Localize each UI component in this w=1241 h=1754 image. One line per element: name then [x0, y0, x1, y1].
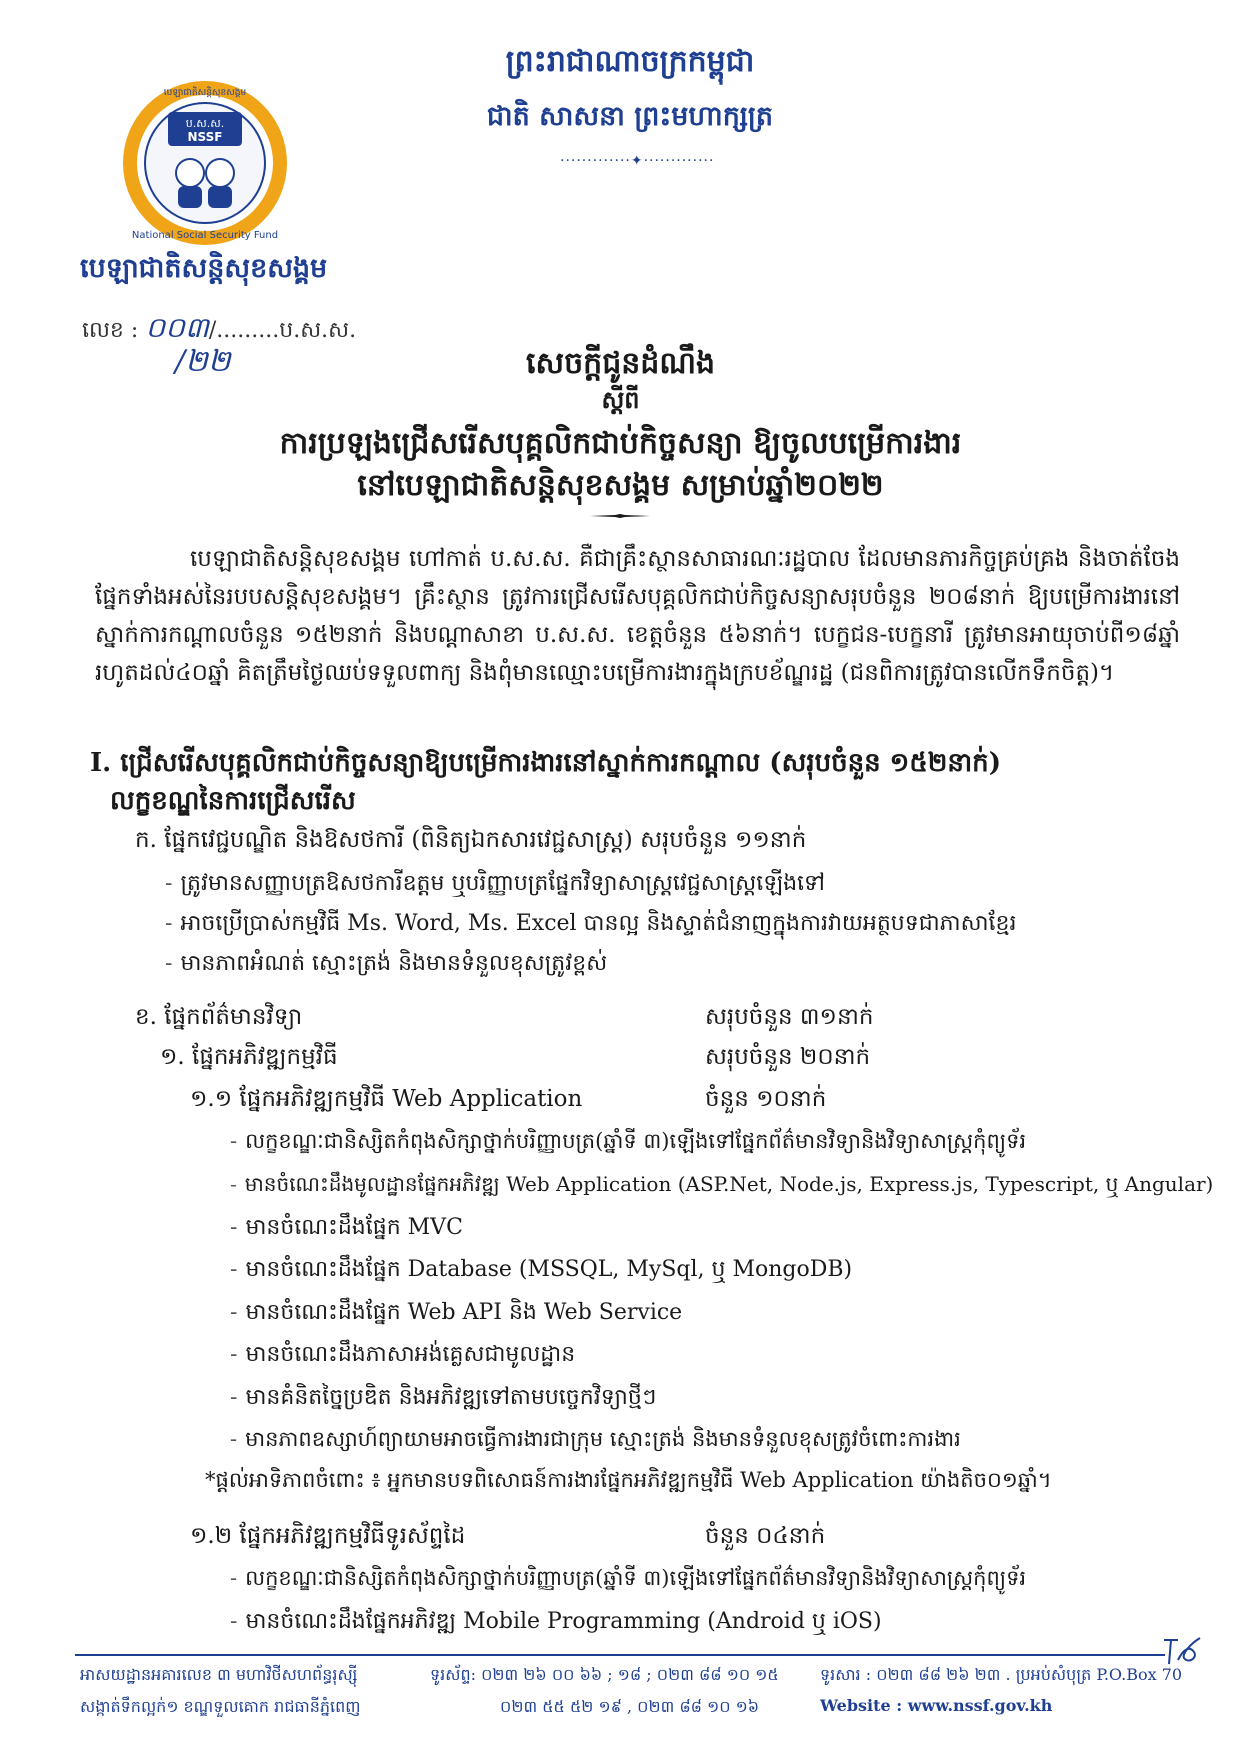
nssf-logo: [120, 78, 290, 248]
logo-top-arc: បេឡាជាតិសន្តិសុខសង្គម: [163, 88, 247, 98]
title-line-2: ស្តីពី: [601, 385, 640, 414]
category-a-title: ក. ផ្នែកវេជ្ជបណ្ឌិត និងឱសថការី (ពិនិត្យឯកសារវេជ្ជសាស្ត្រ) សរុបចំនួន ១១នាក់: [135, 827, 807, 853]
logo-abbr-kh: ប.ស.ស.: [185, 117, 225, 130]
title-line-4: នៅបេឡាជាតិសន្តិសុខសង្គម សម្រាប់ឆ្នាំ២០២២: [357, 468, 884, 503]
footer-divider: [75, 1654, 1165, 1656]
list-item: - មានចំណេះដឹងមូលដ្ឋានផ្នែកអភិវឌ្ឍ Web Application (ASP.Net, Node.js, Express.js, Typescript, ឬ Angular): [230, 1172, 1214, 1196]
logo-abbr-en: NSSF: [187, 130, 223, 144]
list-item: - លក្ខខណ្ឌៈជានិស្សិតកំពុងសិក្សាថ្នាក់បរិញ្ញាបត្រ(ឆ្នាំទី ៣)ឡើងទៅផ្នែកព័ត៌មានវិទ្យានិងវិទ្យាសាស្ត្រកុំព្យូទ័រ: [230, 1566, 1027, 1590]
list-item: - មានចំណេះដឹងផ្នែក Web API និង Web Service: [230, 1300, 683, 1325]
intro-paragraph: បេឡាជាតិសន្តិសុខសង្គម ហៅកាត់ ប.ស.ស. គឺជាគ្រឹះស្ថានសាធារណៈរដ្ឋបាល ដែលមានភារកិច្ចគ្រប់គ្រង និងចាត់ចែងផ្នែកទាំងអស់នៃរបបសន្តិសុខសង្គម។ គ្រឹះស្ថាន ត្រូវការជ្រើសរើសបុគ្គលិកជាប់កិច្ចសន្យាសរុបចំនួន ២០៨នាក់ ឱ្យបម្រើការងារនៅស្នាក់ការកណ្តាលចំនួន ១៥២នាក់ និងបណ្តាសាខា ប.ស.ស. ខេត្តចំនួន ៥៦នាក់។ បេក្ខជន-បេក្ខនារី ត្រូវមានអាយុចាប់ពី១៨ឆ្នាំ រហូតដល់៤០ឆ្នាំ គិតត្រឹមថ្ងៃឈប់ទទួលពាក្យ និងពុំមានឈ្មោះបម្រើការងារក្នុងក្របខ័ណ្ឌរដ្ឋ (ជនពិការត្រូវបានលើកទឹកចិត្ត)។: [95, 546, 1180, 686]
list-item: - មានចំណេះដឹងភាសាអង់គ្លេសជាមូលដ្ឋាន: [230, 1342, 576, 1367]
title-line-3: ការប្រឡងជ្រើសរើសបុគ្គលិកជាប់កិច្ចសន្យា ឱ្យចូលបម្រើការងារ: [279, 426, 962, 461]
ref-number: ០០៣: [145, 311, 209, 344]
category-b-title: ខ. ផ្នែកព័ត៌មានវិទ្យា: [135, 1004, 303, 1030]
motto-ornament: ·············✦·············: [560, 153, 715, 169]
ref-dots: /.........ប.ស.ស.: [208, 318, 357, 343]
footer-address-1: អាសយដ្ឋានអគារលេខ ៣ មហាវិថីសហព័ន្ធរុស្ស៊ី: [80, 1665, 358, 1684]
section-1-heading: I. ជ្រើសរើសបុគ្គលិកជាប់កិច្ចសន្យាឱ្យបម្រើការងារនៅស្នាក់ការកណ្តាល (សរុបចំនួន ១៥២នាក់): [90, 748, 1001, 778]
subcategory-b1-title: ១. ផ្នែកអភិវឌ្ឍកម្មវិធី: [160, 1044, 338, 1070]
subcategory-b11-title: ១.១ ផ្នែកអភិវឌ្ឍកម្មវិធី Web Application: [190, 1086, 583, 1112]
list-item: - មានចំណេះដឹងផ្នែក Database (MSSQL, MySql, ឬ MongoDB): [230, 1257, 853, 1282]
list-item: - មានគំនិតច្នៃប្រឌិត និងអភិវឌ្ឍទៅតាមបច្ចេកវិទ្យាថ្មីៗ: [230, 1385, 657, 1410]
footer-phone-2: ០២៣ ៥៥ ៥២ ១៩ , ០២៣ ៨៨ ១០ ១៦: [500, 1697, 760, 1716]
ref-year: /២២: [175, 344, 231, 379]
logo-bottom-arc: National Social Security Fund: [131, 230, 279, 241]
list-item: - មានចំណេះដឹងផ្នែក MVC: [230, 1215, 463, 1240]
national-motto: ជាតិ សាសនា ព្រះមហាក្សត្រ: [486, 101, 774, 132]
priority-note: *ផ្តល់អាទិភាពចំពោះ ៖ អ្នកមានបទពិសោធន៍ការងារផ្នែកអភិវឌ្ឍកម្មវិធី Web Application យ៉ាងតិច០១ឆ្នាំ។: [205, 1468, 1052, 1492]
list-item: - មានចំណេះដឹងផ្នែកអភិវឌ្ឍ Mobile Programming (Android ឬ iOS): [230, 1609, 882, 1634]
kingdom-heading: ព្រះរាជាណាចក្រកម្ពុជា: [505, 44, 755, 79]
ref-label: លេខ :: [82, 318, 139, 343]
org-name: បេឡាជាតិសន្តិសុខសង្គម: [80, 253, 328, 284]
footer-phone-1: ទូរស័ព្ទ: ០២៣ ២៦ ០០ ៦៦ ; ១៨ ; ០២៣ ៨៨ ១០ ១៥: [430, 1665, 779, 1684]
list-item: - ត្រូវមានសញ្ញាបត្រឱសថការីឧត្តម ឬបរិញ្ញាបត្រផ្នែកវិទ្យាសាស្ត្រវេជ្ជសាស្ត្រឡើងទៅ: [165, 871, 825, 896]
section-1-subheading: លក្ខខណ្ឌនៃការជ្រើសរើស: [110, 786, 356, 816]
list-item: - លក្ខខណ្ឌៈជានិស្សិតកំពុងសិក្សាថ្នាក់បរិញ្ញាបត្រ(ឆ្នាំទី ៣)ឡើងទៅផ្នែកព័ត៌មានវិទ្យានិងវិទ្យាសាស្ត្រកុំព្យូទ័រ: [230, 1129, 1027, 1153]
list-item: - មានភាពអំណត់ ស្មោះត្រង់ និងមានទំនួលខុសត្រូវខ្ពស់: [165, 951, 608, 976]
footer-address-2: សង្កាត់ទឹកល្អក់១ ខណ្ឌទួលគោក រាជធានីភ្នំពេញ: [80, 1697, 361, 1716]
subcategory-b1-total: សរុបចំនួន ២០នាក់: [705, 1044, 871, 1070]
category-b-total: សរុបចំនួន ៣១នាក់: [705, 1004, 874, 1030]
title-ornament: [590, 514, 650, 518]
title-line-1: សេចក្តីជូនដំណឹង: [526, 346, 715, 381]
footer-fax: ទូរសារ : ០២៣ ៨៨ ២៦ ២៣ . ប្រអប់សំបុត្រ P.O.Box 70: [820, 1665, 1183, 1684]
subcategory-b12-title: ១.២ ផ្នែកអភិវឌ្ឍកម្មវិធីទូរស័ព្ទដៃ: [190, 1523, 466, 1549]
list-item: - អាចប្រើប្រាស់កម្មវិធី Ms. Word, Ms. Excel បានល្អ និងស្ទាត់ជំនាញក្នុងការវាយអត្ថបទជាភាសាខ្មែរ: [165, 911, 1017, 936]
subcategory-b11-count: ចំនួន ១០នាក់: [705, 1086, 827, 1112]
subcategory-b12-count: ចំនួន ០៤នាក់: [705, 1523, 826, 1549]
list-item: - មានភាពឧស្សាហ៍ព្យាយាមអាចធ្វើការងារជាក្រុម ស្មោះត្រង់ និងមានទំនួលខុសត្រូវចំពោះការងារ: [230, 1427, 961, 1451]
footer-website[interactable]: Website : www.nssf.gov.kh: [820, 1696, 1053, 1715]
